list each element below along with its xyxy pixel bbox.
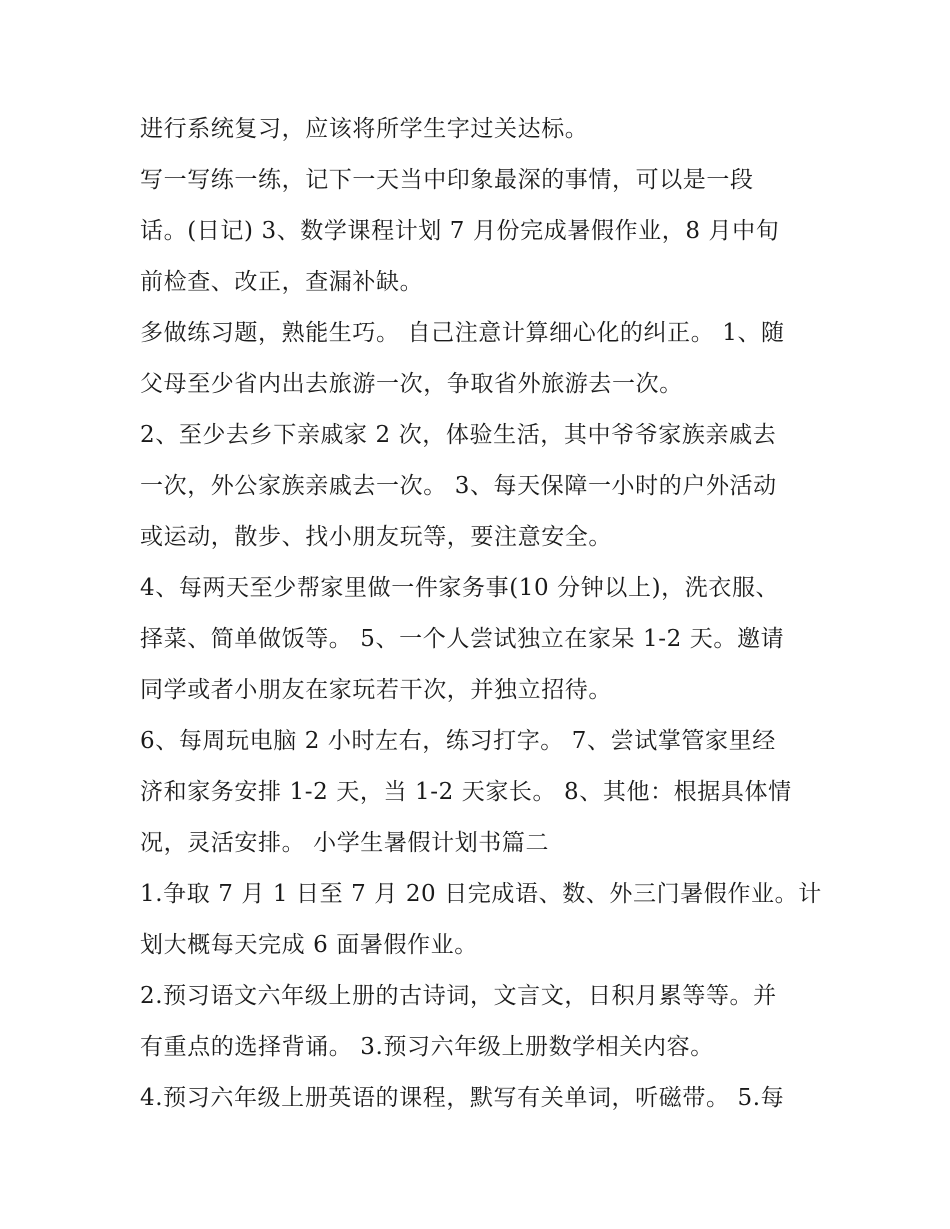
text-line: 4、每两天至少帮家里做一件家务事(10 分钟以上)，洗衣服、: [140, 575, 780, 601]
text-line: 或运动，散步、找小朋友玩等，要注意安全。: [140, 524, 612, 550]
document-body: [140, 104, 820, 1124]
text-line: 前检查、改正，查漏补缺。: [140, 269, 424, 295]
text-line: 父母至少省内出去旅游一次，争取省外旅游去一次。: [140, 371, 683, 397]
text-line: 2.预习语文六年级上册的古诗词，文言文，日积月累等等。并: [140, 983, 777, 1009]
text-line: 同学或者小朋友在家玩若干次，并独立招待。: [140, 677, 612, 703]
text-line: 1.争取 7 月 1 日至 7 月 20 日完成语、数、外三门暑假作业。计: [140, 881, 822, 907]
text-line: 一次，外公家族亲戚去一次。 3、每天保障一小时的户外活动: [140, 473, 777, 499]
text-line: 4.预习六年级上册英语的课程，默写有关单词，听磁带。 5.每: [140, 1085, 785, 1111]
text-line: 6、每周玩电脑 2 小时左右，练习打字。 7、尝试掌管家里经: [140, 728, 776, 754]
text-line: 济和家务安排 1-2 天，当 1-2 天家长。 8、其他：根据具体情: [140, 779, 792, 805]
text-line: 进行系统复习，应该将所学生字过关达标。: [140, 116, 589, 142]
text-line: 况，灵活安排。 小学生暑假计划书篇二: [140, 830, 550, 856]
text-line: 多做练习题，熟能生巧。 自己注意计算细心化的纠正。 1、随: [140, 320, 785, 346]
text-line: 2、至少去乡下亲戚家 2 次，体验生活，其中爷爷家族亲戚去: [140, 422, 777, 448]
text-line: 择菜、简单做饭等。 5、一个人尝试独立在家呆 1-2 天。邀请: [140, 626, 785, 652]
text-line: 话。(日记) 3、数学课程计划 7 月份完成暑假作业，8 月中旬: [140, 218, 780, 244]
text-line: 划大概每天完成 6 面暑假作业。: [140, 932, 478, 958]
text-line: 有重点的选择背诵。 3.预习六年级上册数学相关内容。: [140, 1034, 714, 1060]
text-line: 写一写练一练，记下一天当中印象最深的事情，可以是一段: [140, 167, 754, 193]
